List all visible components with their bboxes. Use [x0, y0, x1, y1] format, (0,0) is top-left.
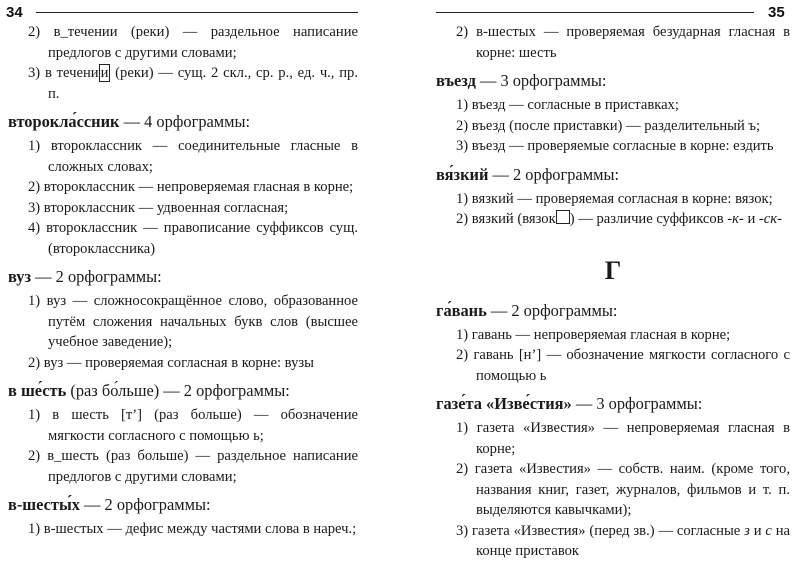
list-item: 1) вязкий — проверяемая согласная в корне: вязок;: [456, 190, 773, 207]
list-item: 2) в_шесть (раз больше) — раздельное написание предлогов с другими словами;: [28, 448, 358, 485]
list-item: 1) вуз — сложносокращённое слово, образованное путём сложения начальных букв слов (высшее учебное заведение);: [28, 293, 358, 350]
page-number: 35: [768, 4, 785, 21]
list-item: 3) газета «Известия» (перед зв.) — согласные з и с на конце приставок: [456, 522, 791, 559]
dictionary-entry: га́вань — 2 орфограммы:: [436, 300, 618, 320]
list-item: 2) второклассник — непроверяемая гласная в корне;: [28, 179, 354, 195]
page-content: [436, 22, 790, 562]
list-item: 4) второклассник — правописание суффиксов сущ. (второклассника): [28, 220, 358, 257]
headword: въезд: [436, 71, 476, 90]
list-item: 3) въезд — проверяемые согласные в корне: ездить: [456, 138, 774, 154]
dictionary-entry: в-шесты́х — 2 орфограммы:: [8, 495, 211, 514]
empty-suffix-square: [556, 210, 570, 224]
headword: в-шесты́х: [8, 495, 80, 514]
list-item: 3) в течени и (реки) — сущ. 2 скл., ср. р., ед. ч., пр. п.: [28, 65, 358, 102]
headword: газе́та «Изве́стия»: [436, 394, 572, 413]
page-content: [8, 22, 358, 540]
list-item: 2) в-шестых — проверяемая безударная гласная в корне: шесть: [456, 24, 790, 61]
list-item: 3) второклассник — удвоенная согласная;: [28, 199, 289, 216]
headword: вя́зкий: [436, 164, 489, 184]
list-item: 1) газета «Известия» — непроверяемая гласная в корне;: [456, 420, 790, 457]
list-item: 2) вуз — проверяемая согласная в корне: вузы: [28, 354, 314, 371]
headword: га́вань: [436, 300, 487, 320]
list-item: 2) гавань [н’] — обозначение мягкости согласного с помощью ь: [456, 347, 790, 384]
headword: в ше́сть: [8, 381, 67, 400]
headword: вуз: [8, 267, 32, 286]
header-rule: [36, 12, 358, 13]
list-item: 1) гавань — непроверяемая гласная в корне;: [456, 326, 731, 343]
dictionary-entry: газе́та «Изве́стия» — 3 орфограммы:: [436, 394, 703, 413]
headword: второкла́ссник: [8, 112, 120, 131]
dictionary-entry: вуз — 2 орфограммы:: [8, 267, 162, 286]
dictionary-entry: въезд — 3 орфограммы:: [436, 71, 607, 90]
section-letter: Г: [604, 255, 622, 285]
boxed-ending: и: [100, 65, 109, 81]
list-item: 2) въезд (после приставки) — разделительный ъ;: [456, 117, 761, 134]
list-item: 2) вязкий (вязок ) — различие суффиксов -к- и -ск-: [456, 211, 782, 227]
list-item: 1) въезд — согласные в приставках;: [456, 97, 679, 113]
list-item: 1) в-шестых — дефис между частями слова в нареч.;: [28, 521, 357, 537]
list-item: 1) в шесть [т’] (раз больше) — обозначение мягкости согласного с помощью ь;: [28, 407, 358, 444]
list-item: 1) второклассник — соединительные гласные в сложных словах;: [28, 138, 358, 175]
header-rule: [436, 12, 754, 13]
dictionary-entry: второкла́ссник — 4 орфограммы:: [8, 112, 251, 131]
dictionary-entry: в ше́сть (раз бо́льше) — 2 орфограммы:: [8, 381, 290, 400]
page-number: 34: [6, 4, 23, 21]
dictionary-entry: вя́зкий — 2 орфограммы:: [436, 164, 620, 184]
list-item: 2) в_течении (реки) — раздельное написание предлогов с другими словами;: [28, 24, 358, 61]
right-page: [400, 0, 800, 582]
list-item: 2) газета «Известия» — собств. наим. (кроме того, названия книг, газет, журналов, фильмов и т. п. выделяются кавычками);: [456, 461, 790, 518]
